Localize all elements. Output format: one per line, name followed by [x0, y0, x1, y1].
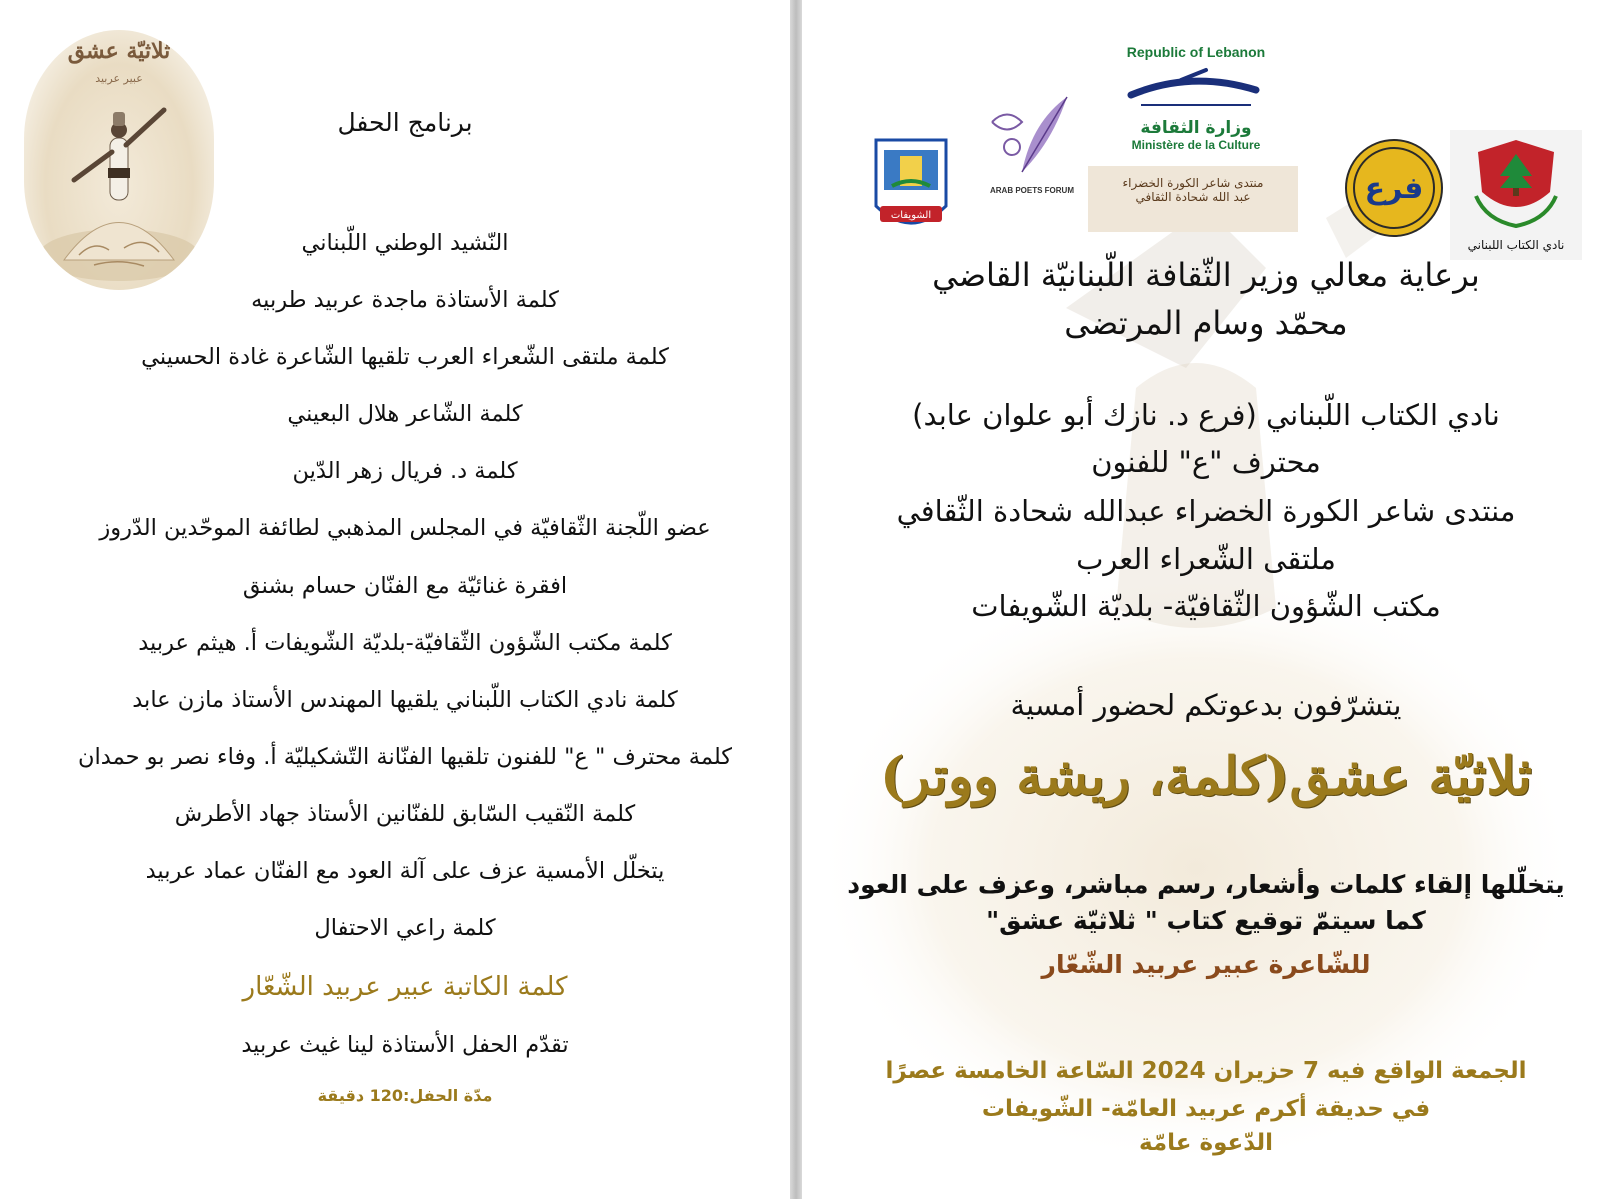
studio-letters: فرع — [1364, 171, 1424, 206]
program-item: كلمة الأستاذة ماجدة عربيد طربيه — [251, 287, 559, 314]
koura-poet-forum-logo — [1088, 166, 1298, 232]
ministry-en-label: Republic of Lebanon — [1126, 44, 1266, 60]
forum-line-1: منتدى شاعر الكورة الخضراء — [1122, 176, 1264, 190]
event-description-line-1: يتخلّلها إلقاء كلمات وأشعار، رسم مباشر، وعزف على العود — [847, 870, 1565, 899]
program-item: كلمة الشّاعر هلال البعيني — [287, 401, 523, 428]
poets-caption: ARAB POETS FORUM — [990, 186, 1074, 195]
program-item: كلمة د. فريال زهر الدّين — [292, 458, 518, 485]
choueifat-municipality-logo — [872, 136, 950, 240]
patronage-line-2: محمّد وسام المرتضى — [1064, 304, 1348, 342]
program-item: كلمة محترف " ع" للفنون تلقيها الفنّانة التّشكيليّة أ. وفاء نصر بو حمدان — [78, 743, 732, 770]
cedar-shield-icon — [1466, 136, 1566, 232]
ceremony-duration: مدّة الحفل:120 دقيقة — [317, 1086, 493, 1105]
organizer-line: ملتقى الشّعراء العرب — [1076, 542, 1336, 576]
program-item: كلمة راعي الاحتفال — [314, 915, 496, 942]
event-date: الجمعة الواقع فيه 7 حزيران 2024 السّاعة الخامسة عصرًا — [885, 1058, 1527, 1084]
program-page — [0, 0, 790, 1199]
ministry-emblem-icon — [1121, 60, 1271, 110]
program-item: النّشيد الوطني اللّبناني — [301, 230, 509, 256]
organizer-line: نادي الكتاب اللّبناني (فرع د. نازك أبو علوان عابد) — [912, 398, 1500, 432]
program-item: كلمة النّقيب السّابق للفنّانين الأستاذ جهاد الأطرش — [174, 800, 636, 827]
program-list — [30, 215, 780, 1074]
organizer-line: منتدى شاعر الكورة الخضراء عبدالله شحادة الثّقافي — [896, 494, 1516, 528]
program-item-writer-word: كلمة الكاتبة عبير عربيد الشّعّار — [242, 972, 568, 1003]
event-poet-line: للشّاعرة عبير عربيد الشّعّار — [1041, 950, 1371, 979]
organizer-line: محترف "ع" للفنون — [1091, 445, 1321, 479]
feather-quill-icon — [982, 92, 1082, 182]
invitation-honor-line: يتشرّفون بدعوتكم لحضور أمسية — [1010, 688, 1402, 722]
invitation-page — [806, 8, 1592, 1191]
program-item-presenter: تقدّم الحفل الأستاذة لينا غيث عربيد — [241, 1032, 569, 1059]
cover-author: عبير عربيد — [95, 72, 143, 85]
organizer-line: مكتب الشّؤون الثّقافيّة- بلديّة الشّويفات — [971, 589, 1441, 623]
forum-line-2: عبد الله شحادة الثقافي — [1135, 190, 1251, 204]
program-item: افقرة غنائيّة مع الفنّان حسام بشنق — [242, 572, 568, 599]
ministry-ar-label: وزارة الثقافة — [1140, 118, 1252, 138]
cover-title: ثلاثيّة عشق — [67, 38, 171, 64]
event-venue: في حديقة أكرم عربيد العامّة- الشّويفات — [981, 1096, 1431, 1122]
arab-poets-forum-logo — [982, 92, 1082, 202]
patronage-line-1: برعاية معالي وزير الثّقافة اللّبنانيّة القاضي — [932, 256, 1480, 294]
program-item: عضو اللّجنة الثّقافيّة في المجلس المذهبي لطائفة الموحّدين الدّروز — [99, 515, 711, 542]
club-caption: نادي الكتاب اللبناني — [1467, 238, 1565, 252]
page-separator — [790, 0, 802, 1199]
municipality-label: الشويفات — [890, 210, 932, 221]
event-description-line-2: كما سيتمّ توقيع كتاب " ثلاثيّة عشق" — [986, 906, 1426, 935]
public-invitation-note: الدّعوة عامّة — [1138, 1130, 1274, 1156]
program-item: كلمة مكتب الشّؤون الثّقافيّة-بلديّة الشّويفات أ. هيثم عربيد — [138, 629, 672, 656]
lebanese-book-club-logo — [1450, 130, 1582, 260]
event-title: ثلاثيّة عشق(كلمة، ريشة ووتر) — [880, 746, 1532, 807]
ministry-fr-label: Ministère de la Culture — [1131, 138, 1261, 152]
program-item: كلمة ملتقى الشّعراء العرب تلقيها الشّاعرة غادة الحسيني — [141, 344, 669, 371]
program-item: يتخلّل الأمسية عزف على آلة العود مع الفنّان عماد عربيد — [145, 858, 665, 885]
program-title: برنامج الحفل — [337, 108, 473, 137]
art-studio-logo — [1344, 138, 1444, 238]
program-item: كلمة نادي الكتاب اللّبناني يلقيها المهندس الأستاذ مازن عابد — [132, 686, 678, 713]
